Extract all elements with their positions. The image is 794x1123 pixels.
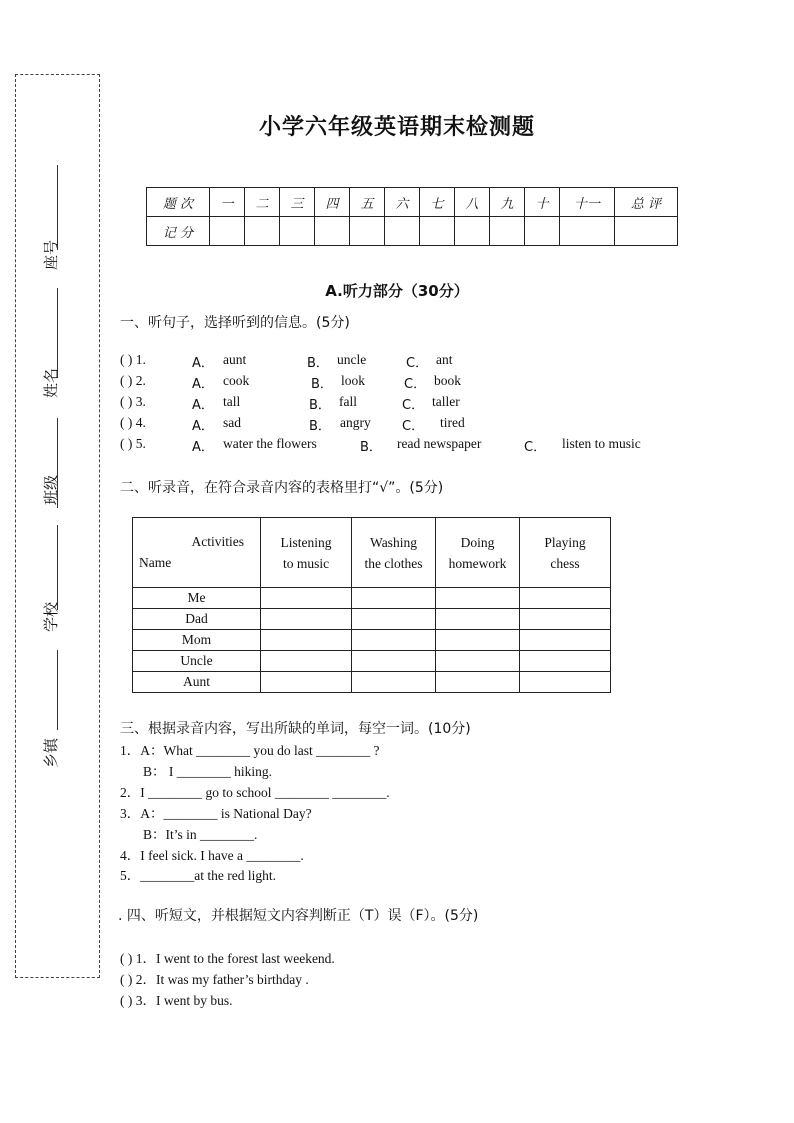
- corner-cell: [133, 518, 261, 588]
- option-text: read newspaper: [397, 436, 482, 451]
- fill-line: 4．I feel sick. I have a ________.: [120, 848, 304, 863]
- section-1-title: 一、听句子，选择听到的信息。(5分): [120, 315, 350, 331]
- row-name: Mom: [133, 630, 261, 651]
- score-row-label: 记 分: [147, 217, 210, 246]
- answer-cell[interactable]: [520, 630, 611, 651]
- option-letter: C．: [404, 377, 427, 392]
- option-letter: A．: [192, 398, 214, 413]
- township-label: 乡镇: [42, 737, 60, 768]
- score-header-cell: 十: [525, 188, 560, 217]
- score-table: [146, 187, 678, 246]
- answer-cell[interactable]: [436, 630, 520, 651]
- seat-number-label: 座号: [42, 239, 60, 270]
- answer-cell[interactable]: [352, 651, 436, 672]
- table-row: [133, 609, 611, 630]
- option-text: water the flowers: [223, 436, 317, 451]
- option-letter: A．: [192, 377, 214, 392]
- question-item: [120, 373, 760, 393]
- fill-line: 1．A：What ________ you do last ________ ?: [120, 743, 380, 758]
- question-number: ( ) 5.: [120, 436, 146, 451]
- row-name: Aunt: [133, 672, 261, 693]
- answer-cell[interactable]: [352, 630, 436, 651]
- column-header-line: homework: [448, 555, 507, 571]
- fill-line: 2．I ________ go to school ________ ________.: [120, 785, 390, 800]
- score-header-cell: 五: [350, 188, 385, 217]
- score-cell[interactable]: [490, 217, 525, 246]
- class-label: 班级: [42, 474, 60, 505]
- school-label: 学校: [42, 601, 60, 632]
- activities-header-row: [133, 518, 611, 588]
- score-header-cell: 九: [490, 188, 525, 217]
- option-text: angry: [340, 415, 371, 430]
- option-text: sad: [223, 415, 241, 430]
- answer-cell[interactable]: [520, 672, 611, 693]
- score-cell[interactable]: [525, 217, 560, 246]
- table-row: [133, 672, 611, 693]
- score-header-cell: 一: [210, 188, 245, 217]
- score-header-cell: 七: [420, 188, 455, 217]
- page-title: 小学六年级英语期末检测题: [258, 114, 535, 140]
- column-header: [436, 518, 520, 588]
- score-cell[interactable]: [210, 217, 245, 246]
- option-text: listen to music: [562, 436, 641, 451]
- column-header-line: Doing: [460, 534, 495, 550]
- part-a-title: A.听力部分（30分）: [325, 282, 469, 300]
- fill-line: B：It’s in ________.: [143, 827, 258, 842]
- score-cell[interactable]: [455, 217, 490, 246]
- answer-cell[interactable]: [261, 609, 352, 630]
- score-header-cell: 二: [245, 188, 280, 217]
- option-text: tired: [440, 415, 465, 430]
- blank-line: [57, 525, 58, 610]
- section-2-title: 二、听录音，在符合录音内容的表格里打“√”。(5分): [120, 480, 444, 496]
- fill-line: B： I ________ hiking.: [143, 764, 273, 779]
- score-header-cell: 六: [385, 188, 420, 217]
- answer-cell[interactable]: [261, 588, 352, 609]
- question-number: ( ) 1.: [120, 352, 146, 367]
- column-header-line: Listening: [280, 534, 332, 550]
- option-text: fall: [339, 394, 357, 409]
- corner-top-label: Activities: [191, 534, 244, 549]
- answer-cell[interactable]: [352, 672, 436, 693]
- name-label: 姓名: [42, 367, 60, 398]
- answer-cell[interactable]: [261, 672, 352, 693]
- answer-cell[interactable]: [520, 588, 611, 609]
- score-header-cell: 总 评: [615, 188, 678, 217]
- answer-cell[interactable]: [436, 609, 520, 630]
- section-4-title: . 四、听短文，并根据短文内容判断正（T）误（F）。(5分): [118, 908, 479, 924]
- score-cell[interactable]: [560, 217, 615, 246]
- column-header-line: chess: [550, 555, 580, 571]
- column-header-line: to music: [282, 555, 330, 571]
- score-header-cell: 题 次: [147, 188, 210, 217]
- answer-cell[interactable]: [261, 651, 352, 672]
- option-letter: B．: [307, 356, 329, 371]
- score-cell[interactable]: [615, 217, 678, 246]
- answer-cell[interactable]: [261, 630, 352, 651]
- table-row: [133, 588, 611, 609]
- score-header-cell: 三: [280, 188, 315, 217]
- score-header-cell: 十一: [560, 188, 615, 217]
- row-name: Me: [133, 588, 261, 609]
- column-header-line: the clothes: [364, 555, 423, 571]
- answer-cell[interactable]: [520, 651, 611, 672]
- blank-line: [57, 650, 58, 730]
- score-cell[interactable]: [245, 217, 280, 246]
- column-header: [261, 518, 352, 588]
- option-text: taller: [432, 394, 460, 409]
- score-cell[interactable]: [385, 217, 420, 246]
- blank-line: [57, 288, 58, 378]
- column-header-line: Washing: [370, 534, 417, 550]
- answer-cell[interactable]: [520, 609, 611, 630]
- fill-line: 3．A：________ is National Day?: [120, 806, 312, 821]
- true-false-item: ( ) 3．I went by bus.: [120, 993, 233, 1008]
- score-header-row: [147, 188, 678, 217]
- option-letter: C．: [402, 419, 425, 434]
- row-name: Uncle: [133, 651, 261, 672]
- true-false-item: ( ) 2．It was my father’s birthday .: [120, 972, 309, 987]
- score-header-cell: 四: [315, 188, 350, 217]
- question-number: ( ) 2.: [120, 373, 146, 388]
- answer-cell[interactable]: [352, 588, 436, 609]
- option-letter: C．: [402, 398, 425, 413]
- answer-cell[interactable]: [436, 651, 520, 672]
- option-letter: B．: [311, 377, 333, 392]
- option-text: look: [341, 373, 366, 388]
- column-header: [520, 518, 611, 588]
- option-text: aunt: [223, 352, 247, 367]
- option-letter: C．: [406, 356, 429, 371]
- answer-cell[interactable]: [436, 672, 520, 693]
- column-header: [352, 518, 436, 588]
- score-header-cell: 八: [455, 188, 490, 217]
- option-text: uncle: [337, 352, 367, 367]
- option-text: ant: [436, 352, 453, 367]
- row-name: Dad: [133, 609, 261, 630]
- option-letter: A．: [192, 440, 214, 455]
- score-row: [147, 217, 678, 246]
- option-text: book: [434, 373, 461, 388]
- option-letter: B．: [309, 419, 331, 434]
- fill-line: 5．________at the red light.: [120, 868, 276, 883]
- section-3-title: 三、根据录音内容，写出所缺的单词，每空一词。(10分): [120, 721, 471, 737]
- question-item: [120, 352, 760, 372]
- column-header-line: Playing: [544, 534, 586, 550]
- option-text: tall: [223, 394, 241, 409]
- answer-cell[interactable]: [436, 588, 520, 609]
- option-letter: C．: [524, 440, 547, 455]
- question-number: ( ) 4.: [120, 415, 146, 430]
- score-cell[interactable]: [280, 217, 315, 246]
- corner-bottom-label: Name: [139, 555, 172, 570]
- score-cell[interactable]: [420, 217, 455, 246]
- question-item: [120, 415, 760, 435]
- option-letter: A．: [192, 419, 214, 434]
- score-cell[interactable]: [315, 217, 350, 246]
- question-number: ( ) 3.: [120, 394, 146, 409]
- option-letter: A．: [192, 356, 214, 371]
- true-false-item: ( ) 1．I went to the forest last weekend.: [120, 951, 335, 966]
- option-text: cook: [223, 373, 250, 388]
- table-row: [133, 651, 611, 672]
- answer-cell[interactable]: [352, 609, 436, 630]
- score-cell[interactable]: [350, 217, 385, 246]
- activities-table: [132, 517, 611, 693]
- blank-line: [57, 165, 58, 250]
- question-item: [120, 436, 760, 456]
- table-row: [133, 630, 611, 651]
- option-letter: B．: [360, 440, 382, 455]
- question-item: [120, 394, 760, 414]
- option-letter: B．: [309, 398, 331, 413]
